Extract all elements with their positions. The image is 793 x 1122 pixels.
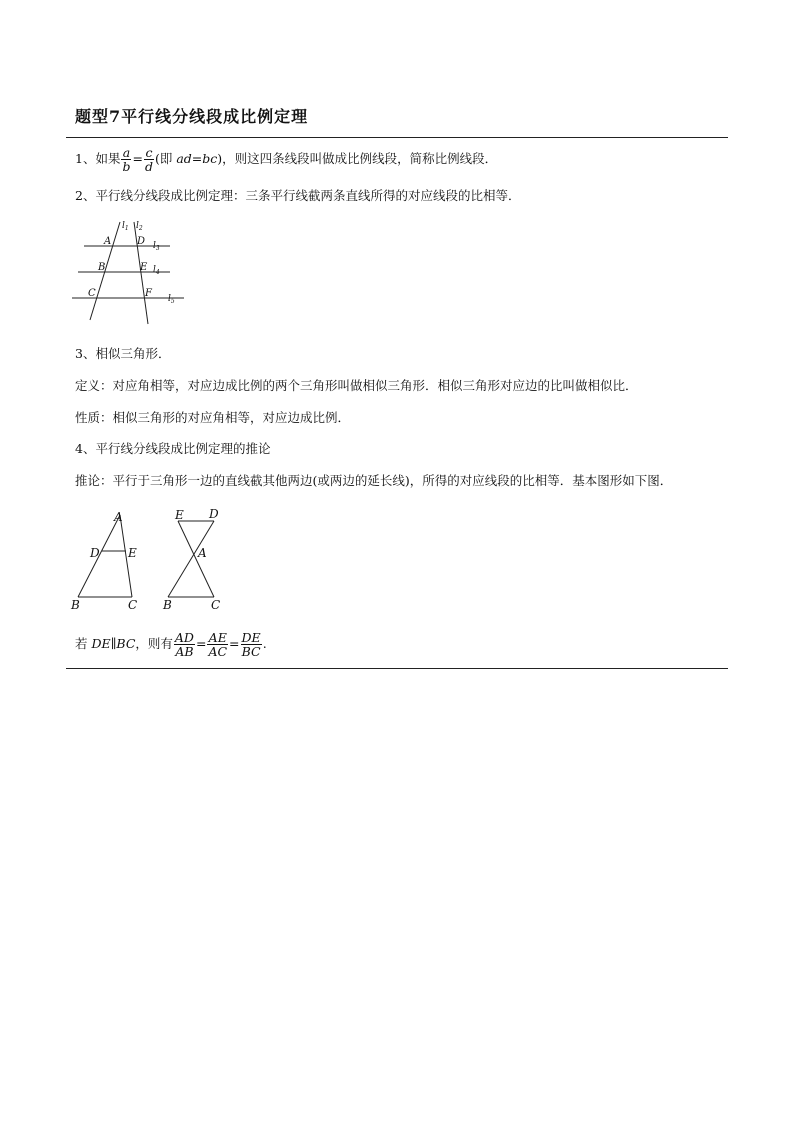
label-E: E bbox=[140, 262, 148, 273]
label-E: E bbox=[128, 546, 137, 560]
definition-text: 定义：对应角相等，对应边成比例的两个三角形叫做相似三角形．相似三角形对应边的比叫做相似比． bbox=[75, 378, 638, 393]
frac-num: AD bbox=[174, 630, 194, 645]
frac-den: BC bbox=[241, 644, 261, 659]
label-B: B bbox=[163, 598, 172, 612]
conclusion bbox=[75, 631, 267, 658]
label-D: D bbox=[90, 546, 100, 560]
item-3: 3、相似三角形． bbox=[75, 346, 171, 361]
item-2: 2、平行线分线段成比例定理：三条平行线截两条直线所得的对应线段的比相等． bbox=[75, 188, 521, 203]
label-l4: $l_4$ bbox=[153, 265, 160, 276]
item-1 bbox=[75, 146, 497, 173]
figure-hourglass bbox=[156, 505, 236, 615]
label-l3: $l_3$ bbox=[153, 241, 160, 252]
frac-num: a bbox=[122, 145, 131, 160]
fraction-c-d bbox=[144, 146, 154, 173]
conclusion-mid: ，则有 bbox=[135, 636, 173, 651]
label-C: C bbox=[88, 288, 96, 299]
corollary-text: 推论：平行于三角形一边的直线截其他两边(或两边的延长线)，所得的对应线段的比相等．基本图形如下图． bbox=[75, 473, 673, 488]
label-A: A bbox=[104, 236, 112, 247]
label-l2: $l_2$ bbox=[136, 221, 143, 232]
label-l1: $l_1$ bbox=[122, 221, 129, 232]
label-F: F bbox=[145, 288, 152, 299]
label-B: B bbox=[98, 262, 106, 273]
frac-den: d bbox=[144, 159, 153, 174]
frac-den: b bbox=[122, 159, 131, 174]
frac-den: AC bbox=[208, 644, 228, 659]
figure-triangle-de-bc bbox=[66, 505, 156, 615]
figure-parallel-lines bbox=[66, 216, 186, 328]
title-divider bbox=[66, 137, 728, 138]
item-4: 4、平行线分线段成比例定理的推论 bbox=[75, 441, 271, 456]
label-A: A bbox=[198, 546, 207, 560]
segment-EC bbox=[178, 521, 214, 597]
frac-num: DE bbox=[241, 630, 261, 645]
label-A: A bbox=[114, 510, 123, 524]
label-C: C bbox=[211, 598, 221, 612]
frac-den: AB bbox=[175, 644, 194, 659]
fraction-ae-ac bbox=[207, 631, 228, 658]
bottom-divider bbox=[66, 668, 728, 669]
premise-de-parallel-bc: DE∥BC bbox=[91, 636, 136, 651]
fraction-ad-ab bbox=[174, 631, 195, 658]
label-D: D bbox=[137, 236, 146, 247]
label-C: C bbox=[128, 598, 138, 612]
label-D: D bbox=[209, 507, 219, 521]
equals-sign: = bbox=[195, 636, 207, 651]
property-text: 性质：相似三角形的对应角相等，对应边成比例． bbox=[75, 410, 351, 425]
frac-num: AE bbox=[208, 630, 227, 645]
equals-sign: = bbox=[132, 151, 143, 166]
section-title: 题型7平行线分线段成比例定理 bbox=[75, 107, 309, 126]
label-E: E bbox=[175, 508, 184, 522]
label-B: B bbox=[71, 598, 80, 612]
period: . bbox=[262, 636, 267, 651]
fraction-a-b bbox=[121, 146, 131, 173]
label-l5: $l_5$ bbox=[168, 294, 175, 305]
fraction-de-bc bbox=[241, 631, 262, 658]
paren-open: (即 bbox=[154, 151, 177, 166]
frac-num: c bbox=[145, 145, 153, 160]
conclusion-prefix: 若 bbox=[75, 636, 92, 651]
item-1-prefix: 1、如果 bbox=[75, 151, 121, 166]
segment-DB bbox=[168, 521, 214, 597]
formula-ad-bc: ad=bc bbox=[176, 151, 218, 166]
item-1-rest: )，则这四条线段叫做成比例线段，简称比例线段． bbox=[217, 151, 498, 166]
equals-sign: = bbox=[229, 636, 240, 651]
